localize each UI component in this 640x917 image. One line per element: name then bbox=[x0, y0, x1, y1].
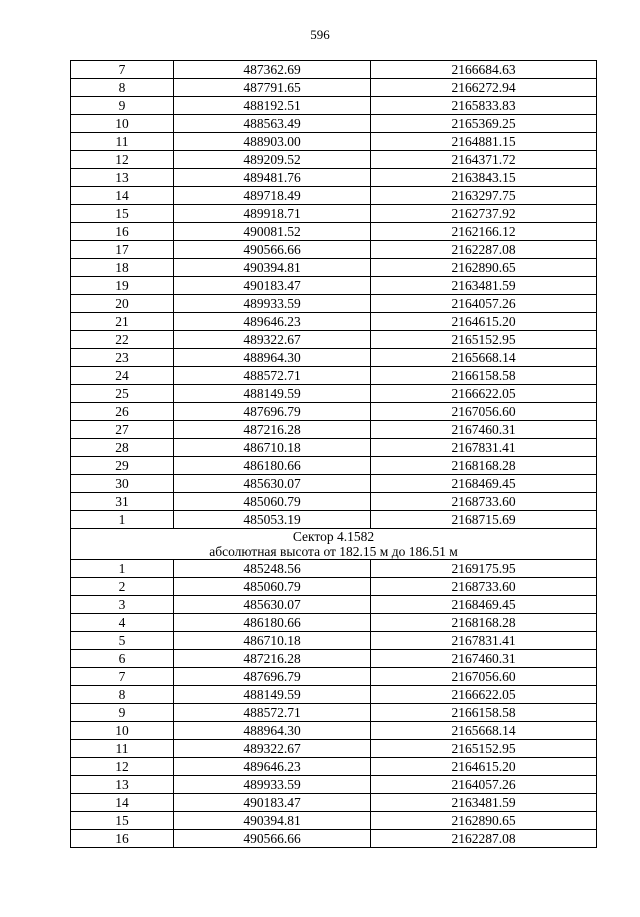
y-coordinate-cell: 2168168.28 bbox=[371, 457, 597, 475]
point-number-cell: 29 bbox=[71, 457, 174, 475]
table-row bbox=[71, 151, 597, 169]
point-number-cell: 17 bbox=[71, 241, 174, 259]
x-coordinate-cell: 488149.59 bbox=[174, 385, 371, 403]
table-row bbox=[71, 776, 597, 794]
y-coordinate-cell: 2167831.41 bbox=[371, 632, 597, 650]
table-row bbox=[71, 79, 597, 97]
x-coordinate-cell: 485630.07 bbox=[174, 475, 371, 493]
point-number-cell: 14 bbox=[71, 794, 174, 812]
point-number-cell: 22 bbox=[71, 331, 174, 349]
table-row bbox=[71, 187, 597, 205]
point-number-cell: 16 bbox=[71, 830, 174, 848]
sector-header-row bbox=[71, 529, 597, 560]
y-coordinate-cell: 2165152.95 bbox=[371, 331, 597, 349]
x-coordinate-cell: 489209.52 bbox=[174, 151, 371, 169]
x-coordinate-cell: 486710.18 bbox=[174, 632, 371, 650]
table-row bbox=[71, 277, 597, 295]
table-row bbox=[71, 205, 597, 223]
y-coordinate-cell: 2163297.75 bbox=[371, 187, 597, 205]
table-row bbox=[71, 812, 597, 830]
x-coordinate-cell: 488192.51 bbox=[174, 97, 371, 115]
x-coordinate-cell: 486180.66 bbox=[174, 457, 371, 475]
x-coordinate-cell: 485248.56 bbox=[174, 560, 371, 578]
x-coordinate-cell: 486180.66 bbox=[174, 614, 371, 632]
x-coordinate-cell: 487216.28 bbox=[174, 650, 371, 668]
x-coordinate-cell: 488903.00 bbox=[174, 133, 371, 151]
table-row bbox=[71, 169, 597, 187]
x-coordinate-cell: 490566.66 bbox=[174, 830, 371, 848]
page-number: 596 bbox=[310, 27, 330, 42]
y-coordinate-cell: 2168733.60 bbox=[371, 493, 597, 511]
table-row bbox=[71, 614, 597, 632]
x-coordinate-cell: 488572.71 bbox=[174, 704, 371, 722]
point-number-cell: 26 bbox=[71, 403, 174, 421]
y-coordinate-cell: 2166622.05 bbox=[371, 385, 597, 403]
y-coordinate-cell: 2164615.20 bbox=[371, 758, 597, 776]
x-coordinate-cell: 489718.49 bbox=[174, 187, 371, 205]
y-coordinate-cell: 2163481.59 bbox=[371, 794, 597, 812]
point-number-cell: 20 bbox=[71, 295, 174, 313]
point-number-cell: 15 bbox=[71, 812, 174, 830]
y-coordinate-cell: 2168469.45 bbox=[371, 596, 597, 614]
x-coordinate-cell: 489322.67 bbox=[174, 740, 371, 758]
table-row bbox=[71, 650, 597, 668]
table-row bbox=[71, 457, 597, 475]
table-row bbox=[71, 97, 597, 115]
x-coordinate-cell: 488149.59 bbox=[174, 686, 371, 704]
x-coordinate-cell: 490081.52 bbox=[174, 223, 371, 241]
point-number-cell: 30 bbox=[71, 475, 174, 493]
point-number-cell: 14 bbox=[71, 187, 174, 205]
y-coordinate-cell: 2164881.15 bbox=[371, 133, 597, 151]
y-coordinate-cell: 2167460.31 bbox=[371, 650, 597, 668]
point-number-cell: 23 bbox=[71, 349, 174, 367]
point-number-cell: 8 bbox=[71, 79, 174, 97]
x-coordinate-cell: 486710.18 bbox=[174, 439, 371, 457]
y-coordinate-cell: 2167831.41 bbox=[371, 439, 597, 457]
x-coordinate-cell: 488964.30 bbox=[174, 722, 371, 740]
x-coordinate-cell: 488964.30 bbox=[174, 349, 371, 367]
table-row bbox=[71, 668, 597, 686]
point-number-cell: 6 bbox=[71, 650, 174, 668]
table-row bbox=[71, 385, 597, 403]
table-row bbox=[71, 740, 597, 758]
table-row bbox=[71, 493, 597, 511]
x-coordinate-cell: 490183.47 bbox=[174, 794, 371, 812]
y-coordinate-cell: 2162890.65 bbox=[371, 259, 597, 277]
y-coordinate-cell: 2163843.15 bbox=[371, 169, 597, 187]
x-coordinate-cell: 489481.76 bbox=[174, 169, 371, 187]
table-row bbox=[71, 223, 597, 241]
point-number-cell: 9 bbox=[71, 704, 174, 722]
table-row bbox=[71, 421, 597, 439]
table-row bbox=[71, 115, 597, 133]
table-row bbox=[71, 331, 597, 349]
table-row bbox=[71, 349, 597, 367]
y-coordinate-cell: 2163481.59 bbox=[371, 277, 597, 295]
y-coordinate-cell: 2168469.45 bbox=[371, 475, 597, 493]
x-coordinate-cell: 485053.19 bbox=[174, 511, 371, 529]
point-number-cell: 8 bbox=[71, 686, 174, 704]
x-coordinate-cell: 490394.81 bbox=[174, 259, 371, 277]
table-row bbox=[71, 596, 597, 614]
y-coordinate-cell: 2164057.26 bbox=[371, 295, 597, 313]
point-number-cell: 7 bbox=[71, 61, 174, 79]
point-number-cell: 12 bbox=[71, 758, 174, 776]
x-coordinate-cell: 489933.59 bbox=[174, 295, 371, 313]
point-number-cell: 11 bbox=[71, 740, 174, 758]
x-coordinate-cell: 488572.71 bbox=[174, 367, 371, 385]
y-coordinate-cell: 2165152.95 bbox=[371, 740, 597, 758]
point-number-cell: 10 bbox=[71, 722, 174, 740]
coordinates-table-part-1 bbox=[71, 61, 597, 529]
table-row bbox=[71, 632, 597, 650]
point-number-cell: 2 bbox=[71, 578, 174, 596]
table-row bbox=[71, 704, 597, 722]
y-coordinate-cell: 2168168.28 bbox=[371, 614, 597, 632]
point-number-cell: 16 bbox=[71, 223, 174, 241]
y-coordinate-cell: 2166272.94 bbox=[371, 79, 597, 97]
point-number-cell: 11 bbox=[71, 133, 174, 151]
y-coordinate-cell: 2162737.92 bbox=[371, 205, 597, 223]
point-number-cell: 13 bbox=[71, 776, 174, 794]
x-coordinate-cell: 489918.71 bbox=[174, 205, 371, 223]
y-coordinate-cell: 2167056.60 bbox=[371, 403, 597, 421]
x-coordinate-cell: 488563.49 bbox=[174, 115, 371, 133]
y-coordinate-cell: 2162890.65 bbox=[371, 812, 597, 830]
point-number-cell: 27 bbox=[71, 421, 174, 439]
x-coordinate-cell: 487362.69 bbox=[174, 61, 371, 79]
x-coordinate-cell: 485060.79 bbox=[174, 493, 371, 511]
y-coordinate-cell: 2164615.20 bbox=[371, 313, 597, 331]
point-number-cell: 31 bbox=[71, 493, 174, 511]
y-coordinate-cell: 2166622.05 bbox=[371, 686, 597, 704]
point-number-cell: 4 bbox=[71, 614, 174, 632]
x-coordinate-cell: 489646.23 bbox=[174, 313, 371, 331]
table-row bbox=[71, 686, 597, 704]
table-row bbox=[71, 758, 597, 776]
y-coordinate-cell: 2169175.95 bbox=[371, 560, 597, 578]
point-number-cell: 25 bbox=[71, 385, 174, 403]
point-number-cell: 1 bbox=[71, 511, 174, 529]
y-coordinate-cell: 2164057.26 bbox=[371, 776, 597, 794]
y-coordinate-cell: 2166684.63 bbox=[371, 61, 597, 79]
point-number-cell: 1 bbox=[71, 560, 174, 578]
sector-altitude-range: абсолютная высота от 182.15 м до 186.51 м bbox=[209, 544, 458, 559]
point-number-cell: 13 bbox=[71, 169, 174, 187]
table-row bbox=[71, 830, 597, 848]
x-coordinate-cell: 487791.65 bbox=[174, 79, 371, 97]
sector-header-cell bbox=[71, 529, 597, 560]
x-coordinate-cell: 489646.23 bbox=[174, 758, 371, 776]
x-coordinate-cell: 490566.66 bbox=[174, 241, 371, 259]
point-number-cell: 28 bbox=[71, 439, 174, 457]
y-coordinate-cell: 2167056.60 bbox=[371, 668, 597, 686]
table-row bbox=[71, 560, 597, 578]
point-number-cell: 10 bbox=[71, 115, 174, 133]
y-coordinate-cell: 2162287.08 bbox=[371, 241, 597, 259]
y-coordinate-cell: 2162166.12 bbox=[371, 223, 597, 241]
point-number-cell: 12 bbox=[71, 151, 174, 169]
table-row bbox=[71, 367, 597, 385]
x-coordinate-cell: 487696.79 bbox=[174, 668, 371, 686]
x-coordinate-cell: 490394.81 bbox=[174, 812, 371, 830]
table-row bbox=[71, 794, 597, 812]
point-number-cell: 5 bbox=[71, 632, 174, 650]
x-coordinate-cell: 487696.79 bbox=[174, 403, 371, 421]
table-row bbox=[71, 403, 597, 421]
x-coordinate-cell: 485630.07 bbox=[174, 596, 371, 614]
y-coordinate-cell: 2168733.60 bbox=[371, 578, 597, 596]
point-number-cell: 9 bbox=[71, 97, 174, 115]
point-number-cell: 7 bbox=[71, 668, 174, 686]
point-number-cell: 19 bbox=[71, 277, 174, 295]
y-coordinate-cell: 2166158.58 bbox=[371, 367, 597, 385]
y-coordinate-cell: 2165668.14 bbox=[371, 722, 597, 740]
table-row bbox=[71, 133, 597, 151]
y-coordinate-cell: 2166158.58 bbox=[371, 704, 597, 722]
y-coordinate-cell: 2167460.31 bbox=[371, 421, 597, 439]
table-row bbox=[71, 259, 597, 277]
table-row bbox=[71, 61, 597, 79]
point-number-cell: 18 bbox=[71, 259, 174, 277]
x-coordinate-cell: 485060.79 bbox=[174, 578, 371, 596]
table-row bbox=[71, 511, 597, 529]
table-row bbox=[71, 578, 597, 596]
table-row bbox=[71, 313, 597, 331]
y-coordinate-cell: 2165833.83 bbox=[371, 97, 597, 115]
x-coordinate-cell: 489322.67 bbox=[174, 331, 371, 349]
table-row bbox=[71, 439, 597, 457]
table-row bbox=[71, 475, 597, 493]
point-number-cell: 15 bbox=[71, 205, 174, 223]
x-coordinate-cell: 490183.47 bbox=[174, 277, 371, 295]
coordinates-table-part-2 bbox=[71, 560, 597, 848]
y-coordinate-cell: 2165668.14 bbox=[371, 349, 597, 367]
x-coordinate-cell: 489933.59 bbox=[174, 776, 371, 794]
y-coordinate-cell: 2165369.25 bbox=[371, 115, 597, 133]
point-number-cell: 24 bbox=[71, 367, 174, 385]
table-row bbox=[71, 295, 597, 313]
table-row bbox=[71, 722, 597, 740]
point-number-cell: 3 bbox=[71, 596, 174, 614]
table-row bbox=[71, 241, 597, 259]
point-number-cell: 21 bbox=[71, 313, 174, 331]
coordinates-table bbox=[70, 60, 597, 848]
y-coordinate-cell: 2164371.72 bbox=[371, 151, 597, 169]
sector-header-section bbox=[71, 529, 597, 560]
sector-title: Сектор 4.1582 bbox=[292, 529, 375, 544]
y-coordinate-cell: 2162287.08 bbox=[371, 830, 597, 848]
y-coordinate-cell: 2168715.69 bbox=[371, 511, 597, 529]
x-coordinate-cell: 487216.28 bbox=[174, 421, 371, 439]
